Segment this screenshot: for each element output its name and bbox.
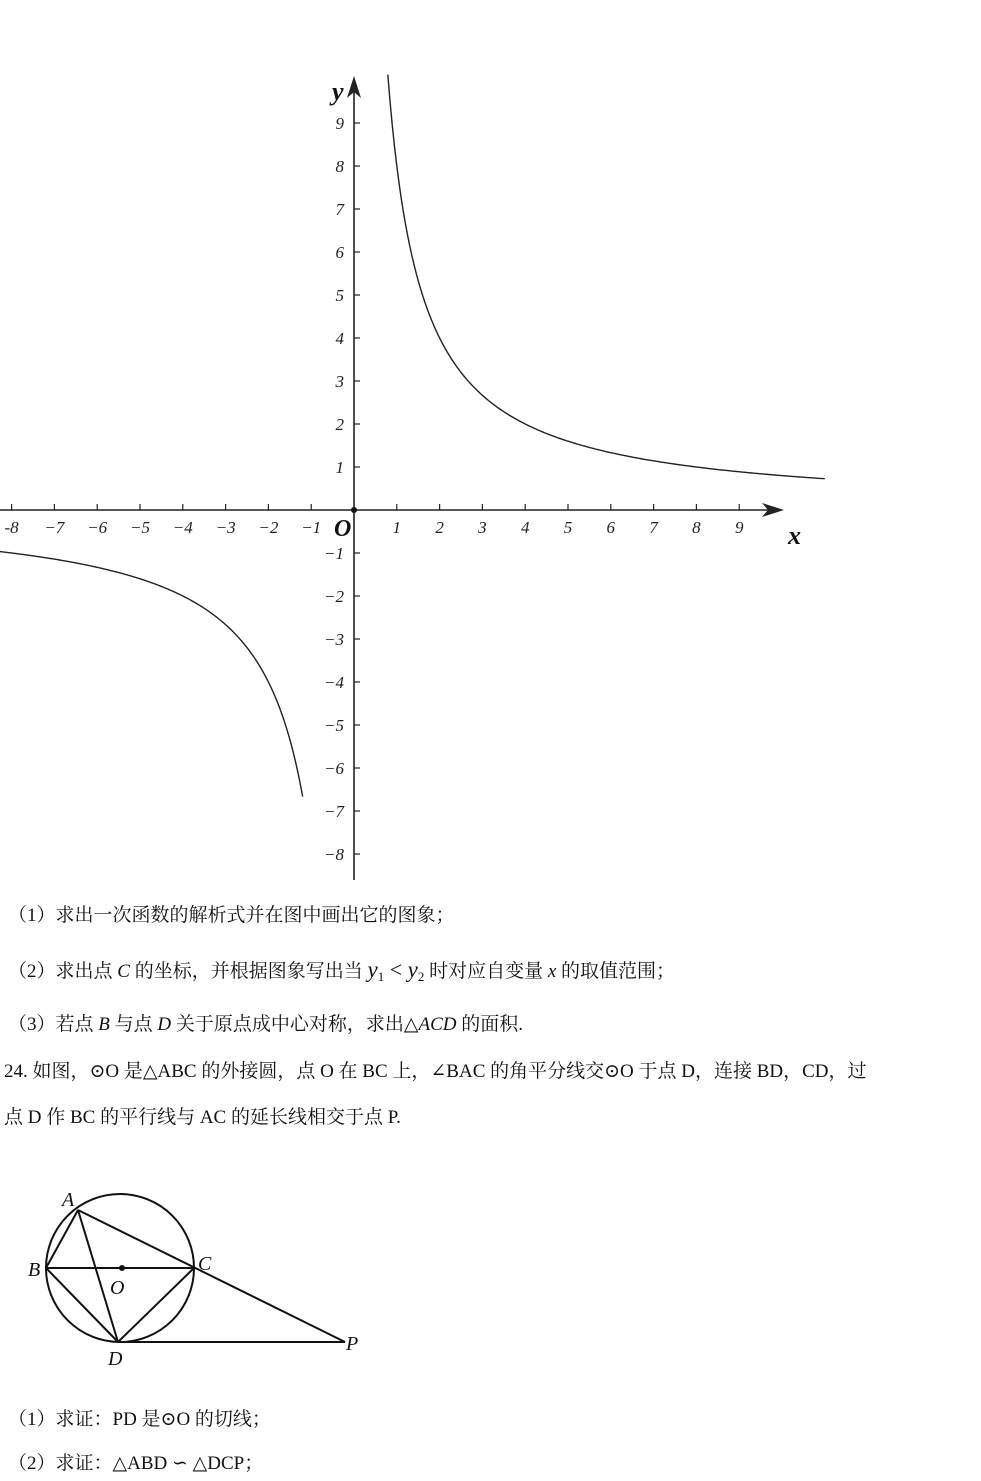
y-tick-label: 1 — [335, 458, 344, 477]
center-point — [119, 1265, 125, 1271]
x-axis-ticks — [5, 504, 744, 537]
x-tick-label: 7 — [649, 518, 658, 537]
label-o: O — [110, 1277, 125, 1299]
x-tick-label: −5 — [130, 518, 150, 537]
label-a: A — [62, 1189, 75, 1211]
x-tick-label: 4 — [520, 518, 530, 537]
y-tick-label: −1 — [324, 544, 344, 563]
y-tick-label: 3 — [335, 372, 344, 391]
q23-part2: （2）求出点 C 的坐标，并根据图象写出当 $y_1 < y_2$ 时对应自变量 x 的取值范围； — [8, 957, 676, 984]
origin-point — [351, 507, 357, 513]
geometry-figure — [0, 1170, 420, 1370]
segment-cd — [118, 1268, 194, 1342]
label-c: C — [198, 1253, 212, 1275]
y-tick-label: 8 — [335, 157, 344, 176]
q24-sub2: （2）求证：△ABD ∽ △DCP； — [8, 1453, 264, 1474]
y-tick-label: 6 — [335, 243, 344, 262]
x-tick-label: −1 — [301, 518, 322, 537]
hyperbola-curve — [0, 75, 825, 797]
label-d: D — [108, 1348, 123, 1370]
y-tick-label: −8 — [324, 845, 344, 864]
segment-ap — [78, 1210, 345, 1342]
q24-line2: 点 D 作 BC 的平行线与 AC 的延长线相交于点 P. — [4, 1107, 401, 1128]
q24-line1: 24. 如图，⊙O 是△ABC 的外接圆，点 O 在 BC 上，∠BAC 的角平分线交⊙O 于点 D，连接 BD，CD，过 — [4, 1061, 867, 1082]
x-tick-label: 2 — [435, 518, 444, 537]
x-tick-label: -8 — [4, 518, 19, 537]
y-tick-label: 9 — [335, 114, 344, 133]
hyperbola-branch-q3 — [0, 551, 303, 796]
y-tick-label: −6 — [324, 759, 344, 778]
x-tick-label: 6 — [606, 518, 616, 537]
x-tick-label: 1 — [392, 518, 402, 537]
y-tick-label: −4 — [324, 673, 344, 692]
q24-sub1: （1）求证：PD 是⊙O 的切线； — [8, 1409, 271, 1430]
x-tick-label: 3 — [478, 518, 487, 537]
q23-part1: （1）求出一次函数的解析式并在图中画出它的图象； — [8, 905, 455, 926]
x-tick-label: −6 — [87, 518, 108, 537]
y-axis-label: y — [332, 77, 344, 106]
y-tick-label: −5 — [324, 716, 344, 735]
y-tick-label: 2 — [335, 415, 344, 434]
y-tick-label: 4 — [335, 329, 344, 348]
y-axis — [347, 76, 361, 880]
origin-label: O — [334, 516, 352, 542]
y-tick-label: 7 — [335, 200, 344, 219]
label-b: B — [28, 1259, 41, 1281]
segment-ab — [46, 1210, 78, 1268]
label-p: P — [346, 1333, 359, 1355]
x-tick-label: −3 — [215, 518, 236, 537]
x-tick-label: 5 — [563, 518, 573, 537]
q23-part3: （3）若点 B 与点 D 关于原点成中心对称，求出△ACD 的面积. — [8, 1014, 524, 1035]
y-tick-label: −7 — [324, 802, 344, 821]
x-axis-label: x — [788, 521, 801, 550]
x-tick-label: 9 — [734, 518, 744, 537]
x-tick-label: −4 — [172, 518, 193, 537]
y-tick-label: −2 — [324, 587, 344, 606]
x-tick-label: −2 — [258, 518, 279, 537]
x-tick-label: −7 — [44, 518, 65, 537]
y-tick-label: −3 — [324, 630, 344, 649]
y-tick-label: 5 — [335, 286, 344, 305]
x-tick-label: 8 — [692, 518, 701, 537]
hyperbola-branch-q1 — [388, 75, 825, 479]
x-axis — [0, 503, 784, 517]
